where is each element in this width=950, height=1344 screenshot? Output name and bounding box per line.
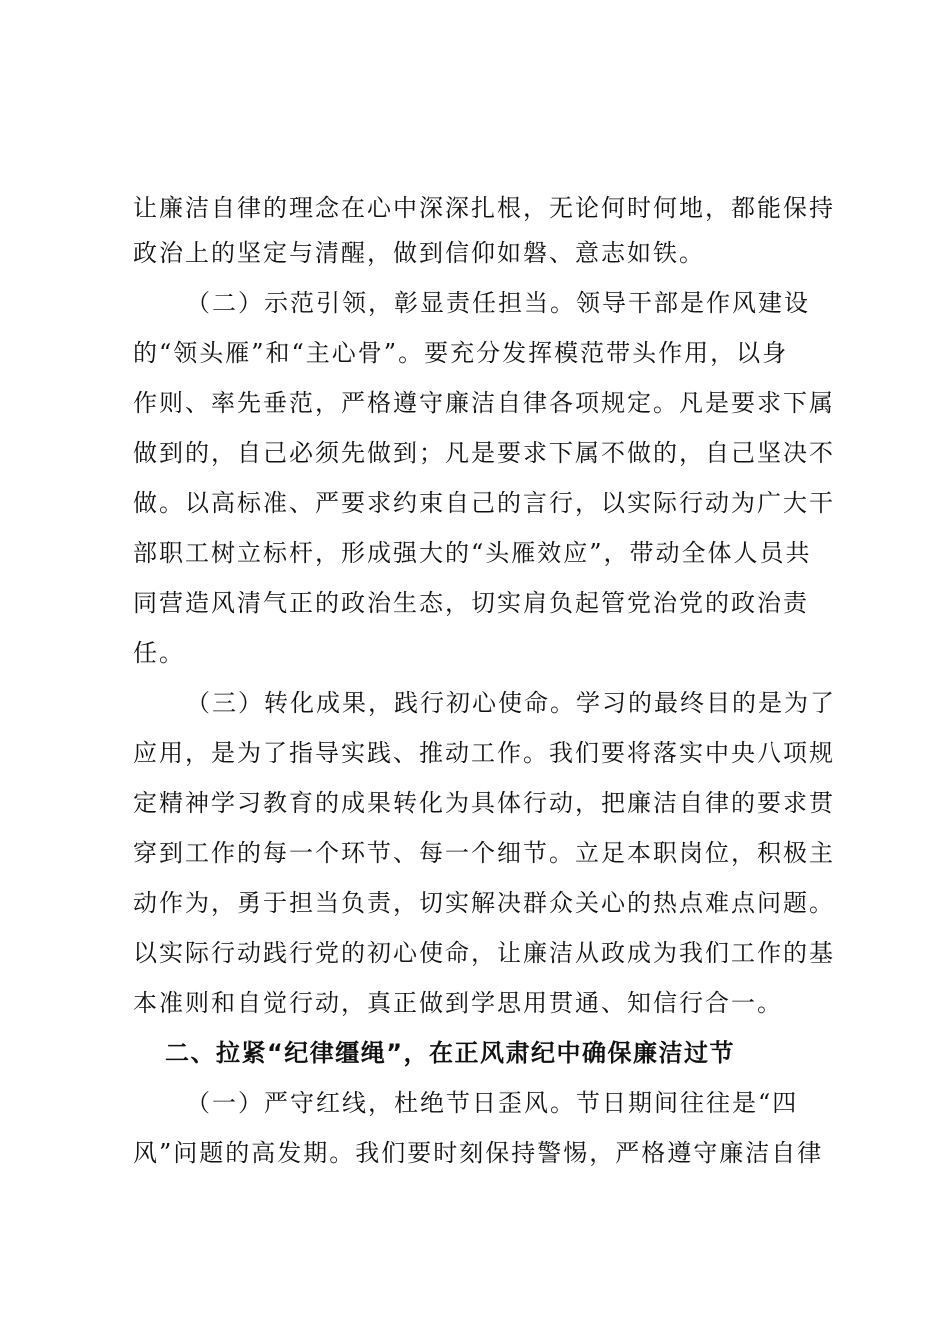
paragraph-line: 的“领头雁”和“主心骨”。要充分发挥模范带头作用，以身 [133, 339, 789, 367]
paragraph-line: 定精神学习教育的成果转化为具体行动，把廉洁自律的要求贯 [133, 789, 835, 817]
paragraph-line: 本准则和自觉行动，真正做到学思用贯通、知信行合一。 [133, 989, 783, 1017]
paragraph-line: 同营造风清气正的政治生态，切实肩负起管党治党的政治责 [133, 589, 809, 617]
paragraph-line: 风”问题的高发期。我们要时刻保持警惕，严格遵守廉洁自律 [133, 1139, 824, 1167]
paragraph-line: 部职工树立标杆，形成强大的“头雁效应”，带动全体人员共 [133, 539, 812, 567]
paragraph-line: 做。以高标准、严要求约束自己的言行，以实际行动为广大干 [133, 489, 835, 517]
paragraph-line: 让廉洁自律的理念在心中深深扎根，无论何时何地，都能保持 [133, 194, 835, 222]
paragraph-line: 穿到工作的每一个环节、每一个细节。立足本职岗位，积极主 [133, 839, 835, 867]
paragraph-line: 以实际行动践行党的初心使命，让廉洁从政成为我们工作的基 [133, 939, 835, 967]
paragraph-line: 作则、率先垂范，严格遵守廉洁自律各项规定。凡是要求下属 [133, 389, 835, 417]
paragraph-line: 政治上的坚定与清醒，做到信仰如磐、意志如铁。 [133, 239, 705, 267]
paragraph-line: （一）严守红线，杜绝节日歪风。节日期间往往是“四 [186, 1089, 799, 1117]
paragraph-line: 任。 [133, 639, 185, 667]
paragraph-line: 做到的，自己必须先做到；凡是要求下属不做的，自己坚决不 [133, 439, 835, 467]
paragraph-line: 应用，是为了指导实践、推动工作。我们要将落实中央八项规 [133, 739, 835, 767]
paragraph-line: （二）示范引领，彰显责任担当。领导干部是作风建设 [186, 289, 810, 317]
paragraph-line: （三）转化成果，践行初心使命。学习的最终目的是为了 [186, 689, 836, 717]
section-heading: 二、拉紧“纪律缰绳”，在正风肃纪中确保廉洁过节 [165, 1039, 736, 1067]
paragraph-line: 动作为，勇于担当负责，切实解决群众关心的热点难点问题。 [133, 889, 835, 917]
